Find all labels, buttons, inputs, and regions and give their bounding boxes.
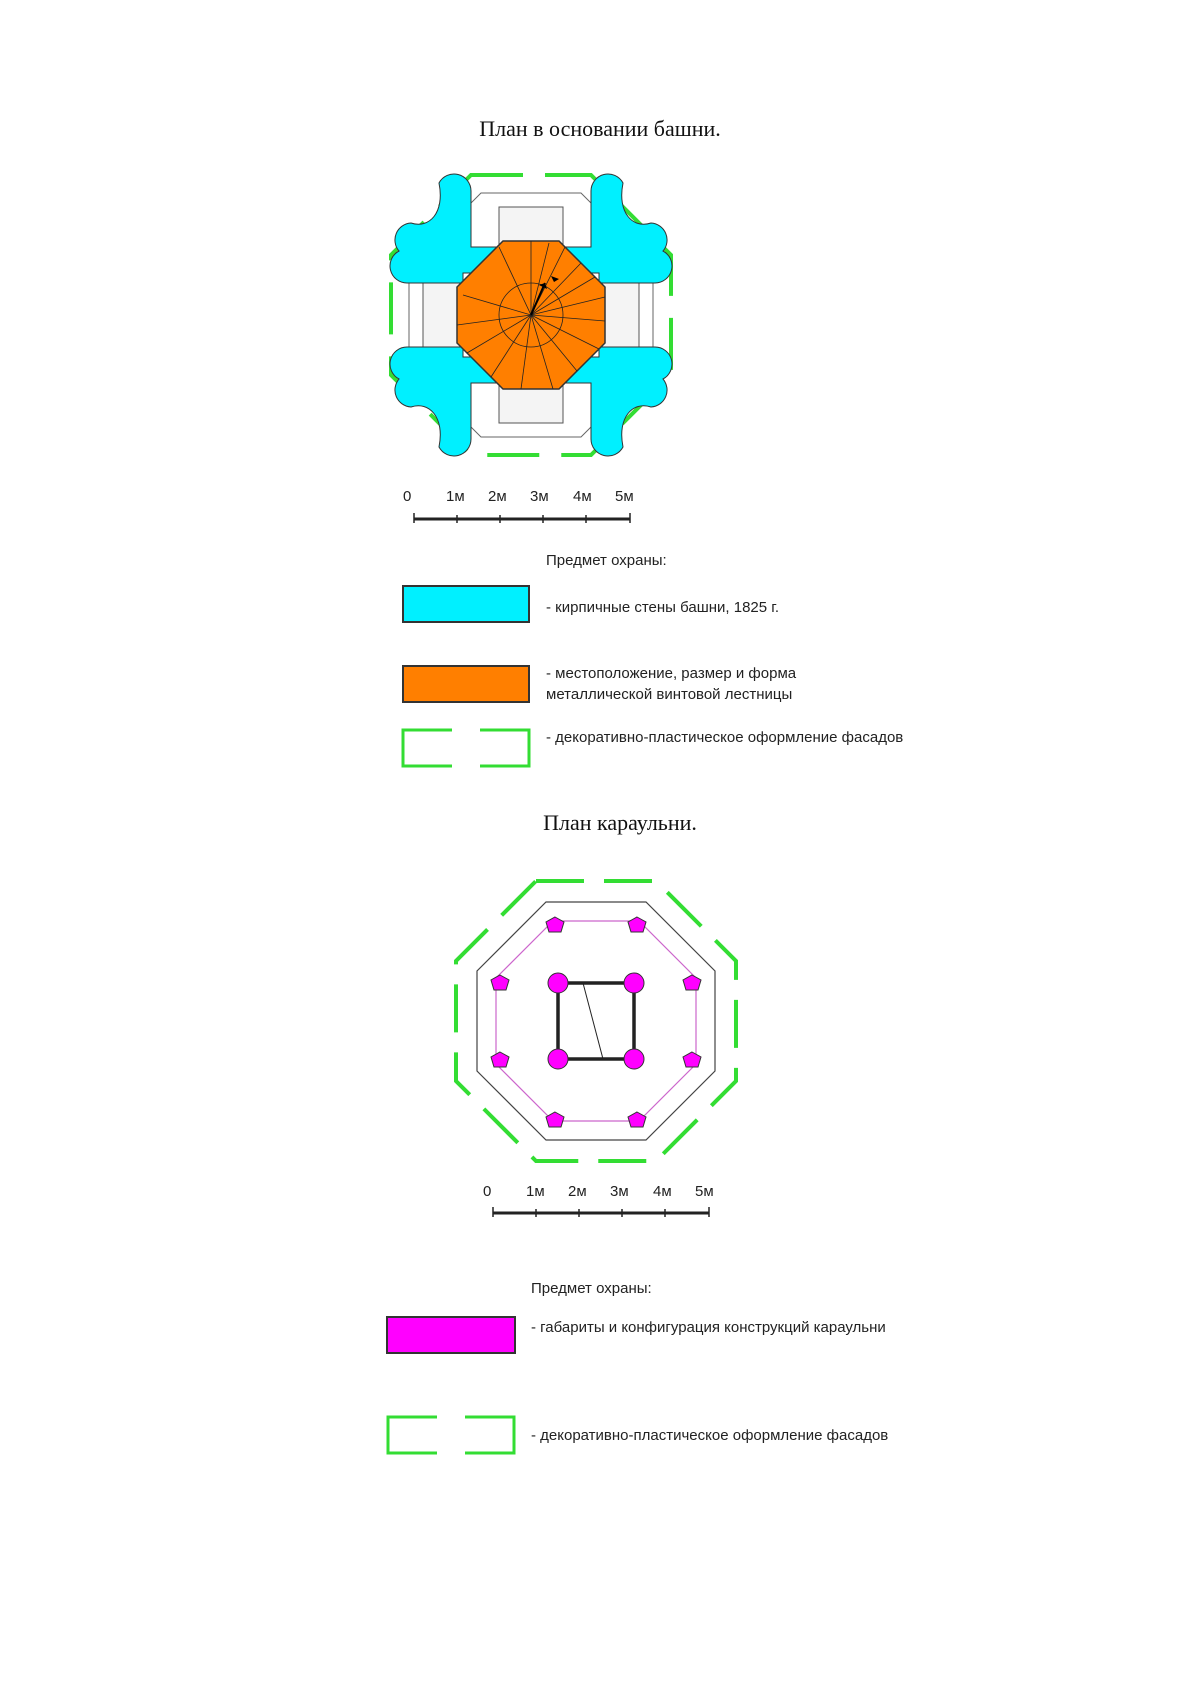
- plan2-title: План караульни.: [543, 810, 697, 835]
- legend1-text-walls: - кирпичные стены башни, 1825 г.: [546, 599, 780, 616]
- scale1-label-1: 1м: [446, 488, 465, 505]
- plan1-title: План в основании башни.: [479, 116, 721, 141]
- scale-bar-2: [491, 1205, 731, 1219]
- tower-base-plan: [381, 165, 681, 465]
- scale2-label-4: 4м: [653, 1183, 672, 1200]
- legend1-swatch-walls: [402, 585, 530, 623]
- scale-bar-1: [412, 511, 652, 525]
- legend1-swatch-facade: [400, 726, 532, 770]
- scale1-label-2: 2м: [488, 488, 507, 505]
- scale1-label-0: 0: [403, 488, 412, 505]
- scale2-label-0: 0: [483, 1183, 492, 1200]
- scale2-label-3: 3м: [610, 1183, 629, 1200]
- guardhouse-plan: [451, 876, 741, 1166]
- scale1-label-4: 4м: [573, 488, 592, 505]
- guardhouse-perimeter-posts: [491, 917, 701, 1127]
- guardhouse-core: [558, 983, 634, 1059]
- guardhouse-core-diagonal: [583, 983, 603, 1059]
- legend1-text-facade: - декоративно-пластическое оформление фасадов: [546, 729, 904, 746]
- scale1-label-5: 5м: [615, 488, 634, 505]
- scale2-label-2: 2м: [568, 1183, 587, 1200]
- legend1-swatch-stair: [402, 665, 530, 703]
- legend2-text-guardhouse: - габариты и конфигурация конструкций караульни: [531, 1319, 886, 1336]
- scale2-label-5: 5м: [695, 1183, 714, 1200]
- scale1-label-3: 3м: [530, 488, 549, 505]
- guardhouse-column-line: [496, 921, 696, 1121]
- legend1-heading: Предмет охраны:: [546, 552, 667, 569]
- guardhouse-facade-outline: [456, 881, 736, 1161]
- guardhouse-outer-outline: [477, 902, 715, 1140]
- legend1-text-stair: - местоположение, размер и форма металлической винтовой лестницы: [546, 665, 797, 703]
- legend2-text-facade: - декоративно-пластическое оформление фасадов: [531, 1427, 889, 1444]
- guardhouse-core-posts: [548, 973, 644, 1069]
- legend2-swatch-facade: [385, 1413, 517, 1457]
- legend2-swatch-guardhouse: [386, 1316, 516, 1354]
- legend2-heading: Предмет охраны:: [531, 1280, 652, 1297]
- scale2-label-1: 1м: [526, 1183, 545, 1200]
